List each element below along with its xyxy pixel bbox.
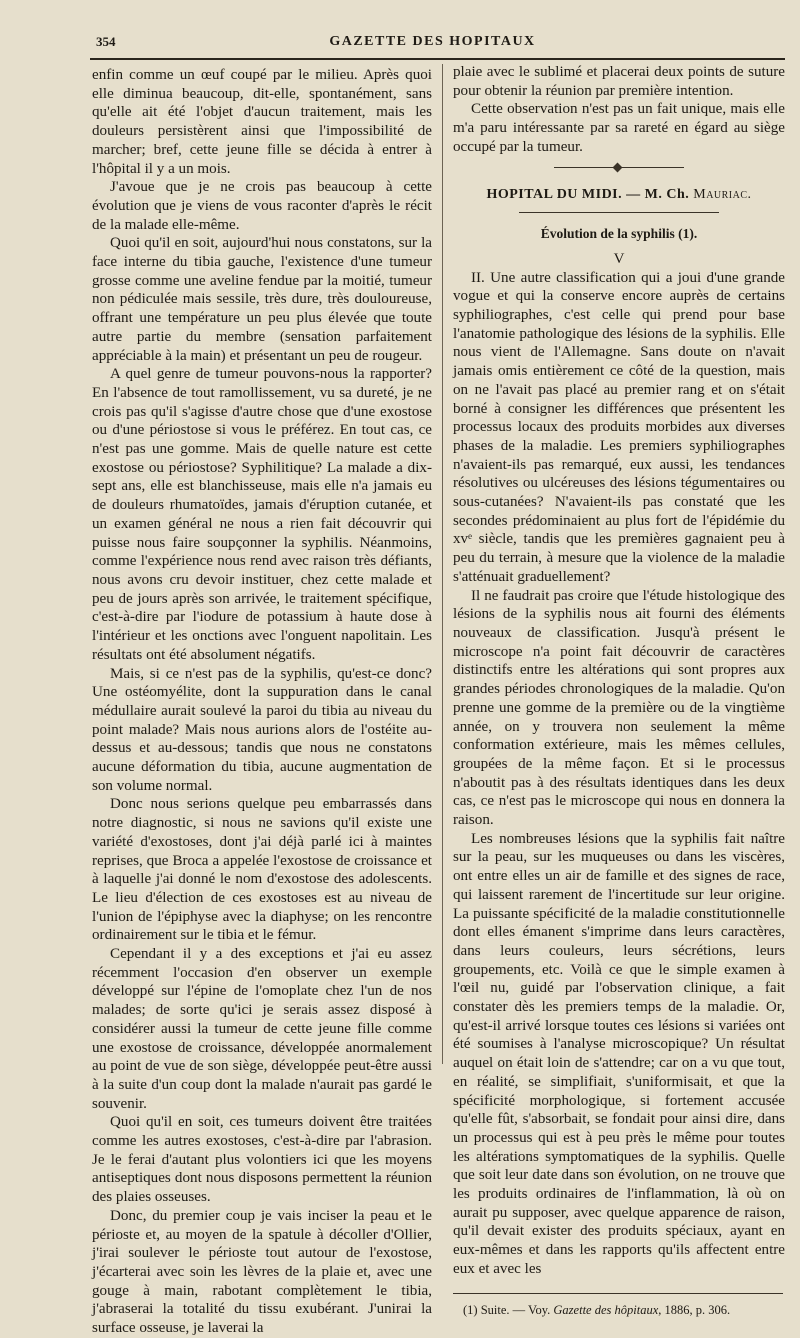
paragraph: A quel genre de tumeur pouvons-nous la rapporter? En l'absence de tout ramollissement, vu sa dureté, je ne crois pas qu'il s'agisse d'autre chose que d'une exostose ou d'une périostose si vous le préférez. En tout cas, ce n'est pas une gomme. Mais de quelle nature est cette exostose ou périostose? Syphilitique? La malade a dix-sept ans, elle est blanchisseuse, mais elle n'a jamais eu de douleurs rhumatoïdes, jamais d'éruption cutanée, et un examen général ne nous a rien fait découvrir qui puisse nous faire soupçonner la syphilis. Néanmoins, comme l'expérience nous rend avec raison très défiants, nous avons cru devoir instituer, chez cette malade et peu de jours après son arrivée, le traitement spécifique, c'est-à-dire par l'iodure de potassium à haute dose à l'intérieur et les onctions avec l'onguent napolitain. Les résultats ont été absolument négatifs. (92, 366, 432, 663)
page-header (80, 34, 785, 56)
subsection-rule (519, 212, 719, 213)
column-divider (442, 64, 443, 1064)
paragraph: Quoi qu'il en soit, aujourd'hui nous constatons, sur la face interne du tibia gauche, l'existence d'une tumeur grosse comme une aveline fendue par la moitié, tumeur non pédiculée mais sessile, très dure, très douloureuse, offrant une température un peu plus élevée que toute autre partie du membre (sensation parfaitement appréciable à la main) et présentant un peu de rougeur. (92, 235, 432, 364)
section-author: Mauriac. (693, 186, 752, 202)
footnote-rule (453, 1293, 783, 1294)
paragraph: plaie avec le sublimé et placerai deux points de suture pour obtenir la réunion par première intention. (453, 64, 785, 99)
paragraph: enfin comme un œuf coupé par le milieu. Après quoi elle diminua beaucoup, dit-elle, spontanément, sans qu'elle ait été l'objet d'aucun traitement, mais les douleurs persistèrent ainsi que l'impossibilité de marcher; bref, cette jeune fille se décida à entrer à l'hôpital il y a un mois. (92, 67, 432, 177)
left-column (92, 66, 432, 1338)
page-number: 354 (96, 34, 116, 49)
section-heading (453, 186, 785, 205)
footnote-source: Gazette des hôpitaux (553, 1302, 659, 1317)
paragraph: Cependant il y a des exceptions et j'ai eu assez récemment l'occasion d'en observer un exemple développé sur l'épine de l'omoplate chez l'un de nos malades; de sorte qu'ici je serais assez disposé à considérer aussi la tumeur de cette jeune fille comme une exostose de croissance, développée anormalement au point de vue de son siège, développée peut-être aussi à la suite d'un coup dont la malade n'aurait pas gardé le souvenir. (92, 946, 432, 1112)
section-separator (554, 167, 684, 168)
footnote-prefix: (1) Suite. — Voy. (463, 1302, 551, 1317)
section-title: HOPITAL DU MIDI. — M. Ch. (486, 186, 690, 202)
paragraph: Il ne faudrait pas croire que l'étude histologique des lésions de la syphilis nous ait fourni des éléments nouveaux de classification. Jusqu'à présent le microscope n'a point fait découvrir de caractères distinctifs entre les altérations qui sont propres aux grandes périodes chronologiques de la maladie. Qu'on prenne une gomme de la première ou de la vingtième année, on y trouvera non seulement la même conformation extérieure, mais les mêmes cellules, groupées de la même façon. Et si le processus n'aboutit pas à des résultats identiques dans les deux cas, ce n'est pas le microscope qui nous en donnera la raison. (453, 587, 785, 829)
paragraph: Quoi qu'il en soit, ces tumeurs doivent être traitées comme les autres exostoses, c'est-à-dire par l'abrasion. Je le ferai d'autant plus volontiers ici que les moyens antiseptiques dont nous disposons permettent la réunion des plaies osseuses. (92, 1114, 432, 1206)
subsection-heading: Évolution de la syphilis (1). (540, 226, 698, 242)
paragraph: J'avoue que je ne crois pas beaucoup à cette évolution que je viens de vous raconter d'après le récit de la malade elle-même. (92, 179, 432, 233)
paragraph: Donc nous serions quelque peu embarrassés dans notre diagnostic, si nous ne savions qu'il existe une variété d'exostoses, dont j'ai déjà parlé ici à maintes reprises, que Broca a appelée l'exostose de croissance et à laquelle j'ai donné le nom d'exostose des adolescents. Le lieu d'élection de ces exostoses est au niveau de l'union de l'épiphyse avec la diaphyse; on les rencontre ordinairement sur le tibia et le fémur. (92, 796, 432, 944)
paragraph: Mais, si ce n'est pas de la syphilis, qu'est-ce donc? Une ostéomyélite, dont la suppuration dans le canal médullaire aurait soulevé la paroi du tibia au niveau du point malade? Mais nous aurions alors de l'ostéite au-dessus et au-dessous; tandis que nous ne constatons aucune déformation du tibia, aucune augmentation de son volume normal. (92, 665, 432, 794)
paragraph: Les nombreuses lésions que la syphilis fait naître sur la peau, sur les muqueuses ou dans les viscères, ont entre elles un air de famille et des signes de race, qui laissent rarement de l'incertitude sur leur origine. La puissante spécificité de la maladie constitutionnelle dont elles émanent s'imprime dans leurs caractères, dans leurs couleurs, leurs sécrétions, leurs groupements, etc. Voilà ce que le simple examen à l'œil nu, guidé par l'observation clinique, a fait constater dès les premiers temps de la maladie. Or, qu'est-il arrivé lorsque toutes ces lésions si variées ont été soumises à l'analyse microscopique? Un résultat auquel on était loin de s'attendre; car on a vu que tout, en réalité, se simplifiait, s'uniformisait, et que la spécificité morphologique, si fortement accusée qu'elle fût, s'absorbait, se fondait pour ainsi dire, dans un processus qui est à peu près le même pour toutes les altérations symptomatiques de la syphilis. Quelle que soit leur date dans son évolution, on ne trouve que les produits ordinaires de l'inflammation, là où on aurait pu supposer, avec quelque apparence de raison, qu'il devait exister des produits spéciaux, ayant en eux-mêmes et dans les rapports qu'ils affectent entre eux et avec les (453, 830, 785, 1277)
footnote (453, 1302, 785, 1318)
paragraph: Donc, du premier coup je vais inciser la peau et le périoste et, au moyen de la spatule à décoller d'Ollier, j'irai soulever le périoste tout autour de l'exostose, j'écarterai avec soin les lèvres de la plaie et, avec une gouge à main, rabotant complètement le tibia, j'abraserai la totalité du tissu exubérant. J'unirai la surface osseuse, je laverai la (92, 1207, 432, 1337)
footnote-suffix: , 1886, p. 306. (658, 1302, 731, 1317)
chapter-numeral: V (613, 250, 625, 267)
header-rule (90, 58, 785, 60)
journal-title: GAZETTE DES HOPITAUX (329, 34, 536, 49)
right-column (453, 63, 785, 1318)
paragraph: Cette observation n'est pas un fait unique, mais elle m'a paru intéressante par sa rareté en égard au siège occupé par la tumeur. (453, 101, 785, 155)
paragraph: II. Une autre classification qui a joui d'une grande vogue et qui la conserve encore auprès de certains syphiliographes, c'est celle qui prend pour base l'anatomie pathologique des lésions de la syphilis. Elle nous vient de l'Allemagne. Sans doute on n'avait jamais omis entièrement ce côté de la question, mais on ne l'avait pas placé au premier rang et on s'était borné à consigner les différences que présentent les processus locaux des produits morbides aux diverses phases de la maladie. Les premiers syphiliographes n'avaient-ils pas remarqué, eux aussi, les tendances résolutives ou ulcéreuses des lésions tégumentaires ou sous-cutanées? N'avaient-ils pas constaté que les secondes prédominaient au plus fort de l'épidémie du xvᵉ siècle, tandis que les premières gagnaient peu à peu du terrain, à mesure que la violence de la maladie s'atténuait graduellement? (453, 269, 785, 585)
